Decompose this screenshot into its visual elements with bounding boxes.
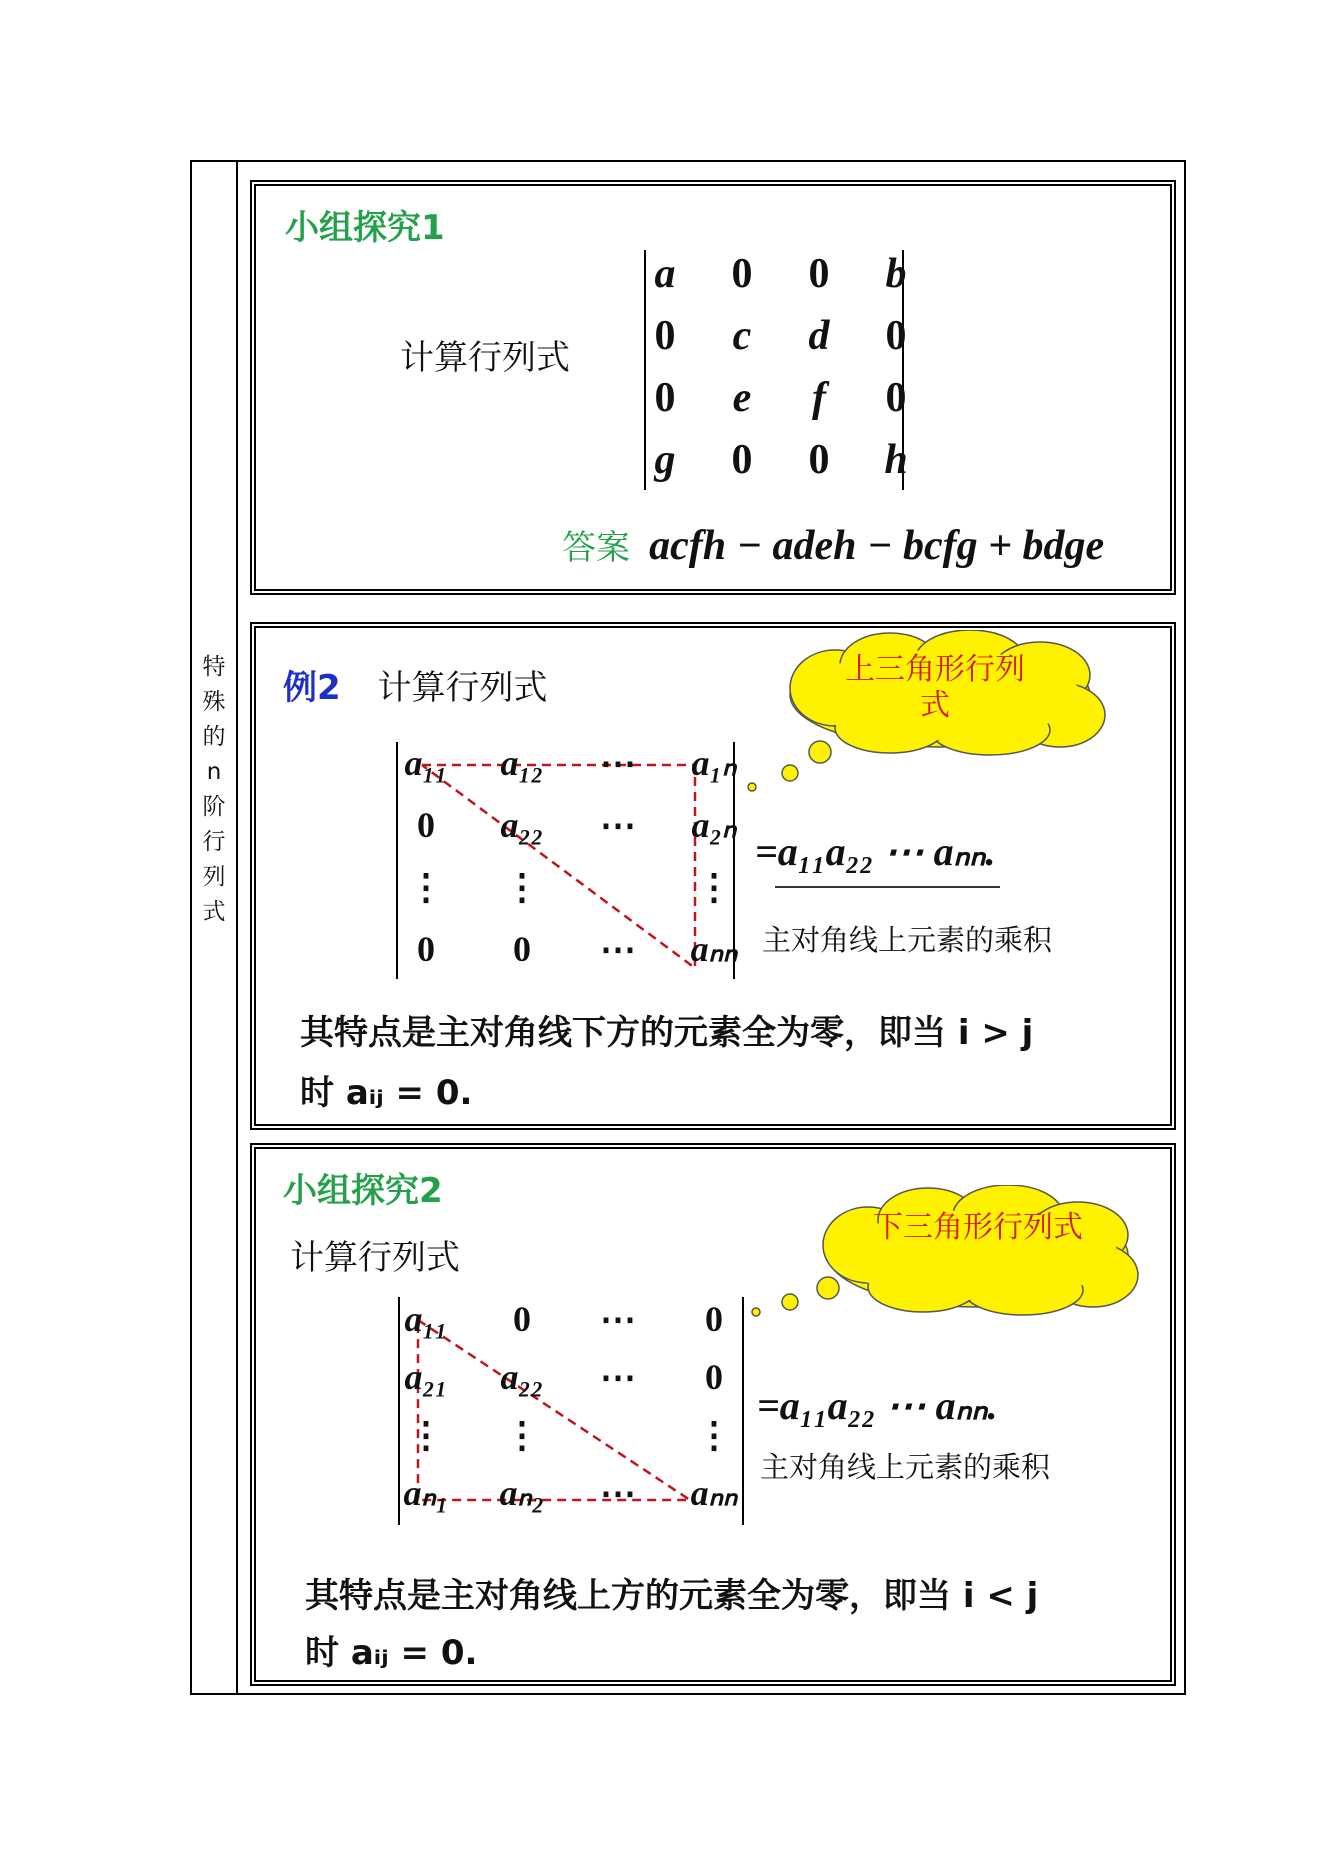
side-label-char: 列: [202, 864, 226, 890]
side-label: [190, 650, 238, 930]
matrix-cell: a: [654, 251, 676, 297]
matrix-cell: a₂₁: [404, 1357, 448, 1397]
matrix-cell: h: [884, 437, 908, 483]
panel2-result: =a₁₁a₂₂ ⋯ aₙₙ.: [755, 829, 996, 874]
panel3-desc-line2: 时 aᵢⱼ = 0.: [305, 1633, 478, 1673]
matrix-cell: aₙ₂: [499, 1473, 545, 1513]
panel2-title: [283, 660, 547, 709]
matrix-cell: 0: [885, 375, 907, 421]
cloud-lower-text: 下三角形行列式: [873, 1210, 1083, 1245]
matrix-cell: a₁₁: [404, 1299, 448, 1339]
panel1-title: 小组探究1: [285, 208, 445, 248]
matrix-cell: ⋯: [600, 1357, 636, 1397]
side-label-char: 式: [202, 899, 226, 925]
matrix-cell: b: [885, 251, 907, 297]
panel2-result-note: 主对角线上元素的乘积: [762, 923, 1053, 957]
side-label-char: 阶: [202, 794, 226, 820]
matrix-cell: 0: [513, 1299, 531, 1339]
side-label-char: 行: [202, 829, 226, 855]
example-label: 例2: [283, 668, 341, 708]
matrix-cell: 0: [654, 375, 676, 421]
panel2-desc-line1: 其特点是主对角线下方的元素全为零，即当 i > j: [300, 1013, 1034, 1053]
matrix-cell: ⋮: [408, 1415, 444, 1455]
side-label-char: 的: [202, 724, 226, 750]
matrix-cell: 0: [705, 1299, 723, 1339]
matrix-cell: ⋮: [504, 867, 540, 907]
answer-expression: acfh − adeh − bcfg + bdge: [649, 523, 1105, 569]
side-label-char: n: [206, 759, 222, 785]
matrix-cell: ⋯: [600, 743, 636, 783]
matrix-cell: aₙₙ: [690, 1473, 738, 1513]
matrix-cell: ⋯: [600, 1473, 636, 1513]
panel1-prompt: 计算行列式: [400, 338, 570, 378]
matrix-cell: 0: [731, 251, 753, 297]
matrix-cell: 0: [513, 929, 531, 969]
matrix-cell: 0: [885, 313, 907, 359]
matrix-cell: a₁ₙ: [691, 743, 737, 783]
matrix-cell: a₂₂: [500, 805, 544, 845]
panel3-result: =a₁₁a₂₂ ⋯ aₙₙ.: [757, 1383, 998, 1428]
matrix-cell: 0: [808, 251, 830, 297]
thought-cloud-lower: [748, 1185, 1158, 1355]
matrix-cell: ⋮: [696, 1415, 732, 1455]
matrix-cell: 0: [731, 437, 753, 483]
matrix-cell: ⋮: [696, 867, 732, 907]
panel3-result-note: 主对角线上元素的乘积: [760, 1450, 1051, 1484]
panel2-desc-line2: 时 aᵢⱼ = 0.: [300, 1073, 473, 1113]
matrix-cell: 0: [808, 437, 830, 483]
matrix-cell: g: [654, 437, 676, 483]
thought-cloud-upper: [740, 630, 1140, 800]
matrix-cell: 0: [417, 805, 435, 845]
matrix-cell: 0: [705, 1357, 723, 1397]
matrix-cell: a₁₁: [404, 743, 448, 783]
matrix-cell: e: [732, 375, 752, 421]
matrix-cell: d: [808, 313, 830, 359]
matrix-cell: ⋯: [600, 805, 636, 845]
matrix-cell: a₁₂: [500, 743, 544, 783]
panel3-desc-line1: 其特点是主对角线上方的元素全为零，即当 i < j: [305, 1576, 1039, 1616]
side-label-char: 殊: [202, 689, 226, 715]
matrix-cell: a₂₂: [500, 1357, 544, 1397]
answer-label: 答案: [562, 528, 630, 568]
matrix-cell: ⋯: [600, 929, 636, 969]
panel2-prompt: 计算行列式: [377, 668, 548, 708]
matrix-cell: 0: [654, 313, 676, 359]
matrix-cell: ⋯: [600, 1299, 636, 1339]
matrix-cell: aₙₙ: [690, 929, 738, 969]
cloud-upper-text: 上三角形行列式: [845, 652, 1025, 723]
panel3-title: 小组探究2: [283, 1171, 443, 1211]
matrix-cell: ⋮: [504, 1415, 540, 1455]
matrix-cell: aₙ₁: [403, 1473, 449, 1513]
panel3-prompt: 计算行列式: [290, 1238, 460, 1278]
matrix-cell: ⋮: [408, 867, 444, 907]
panel2-result-underline: [775, 886, 1000, 888]
matrix-cell: a₂ₙ: [691, 805, 737, 845]
matrix-cell: 0: [417, 929, 435, 969]
matrix-cell: c: [732, 313, 752, 359]
matrix-cell: f: [812, 375, 826, 421]
side-label-char: 特: [202, 654, 226, 680]
panel1-answer: [562, 520, 1104, 570]
